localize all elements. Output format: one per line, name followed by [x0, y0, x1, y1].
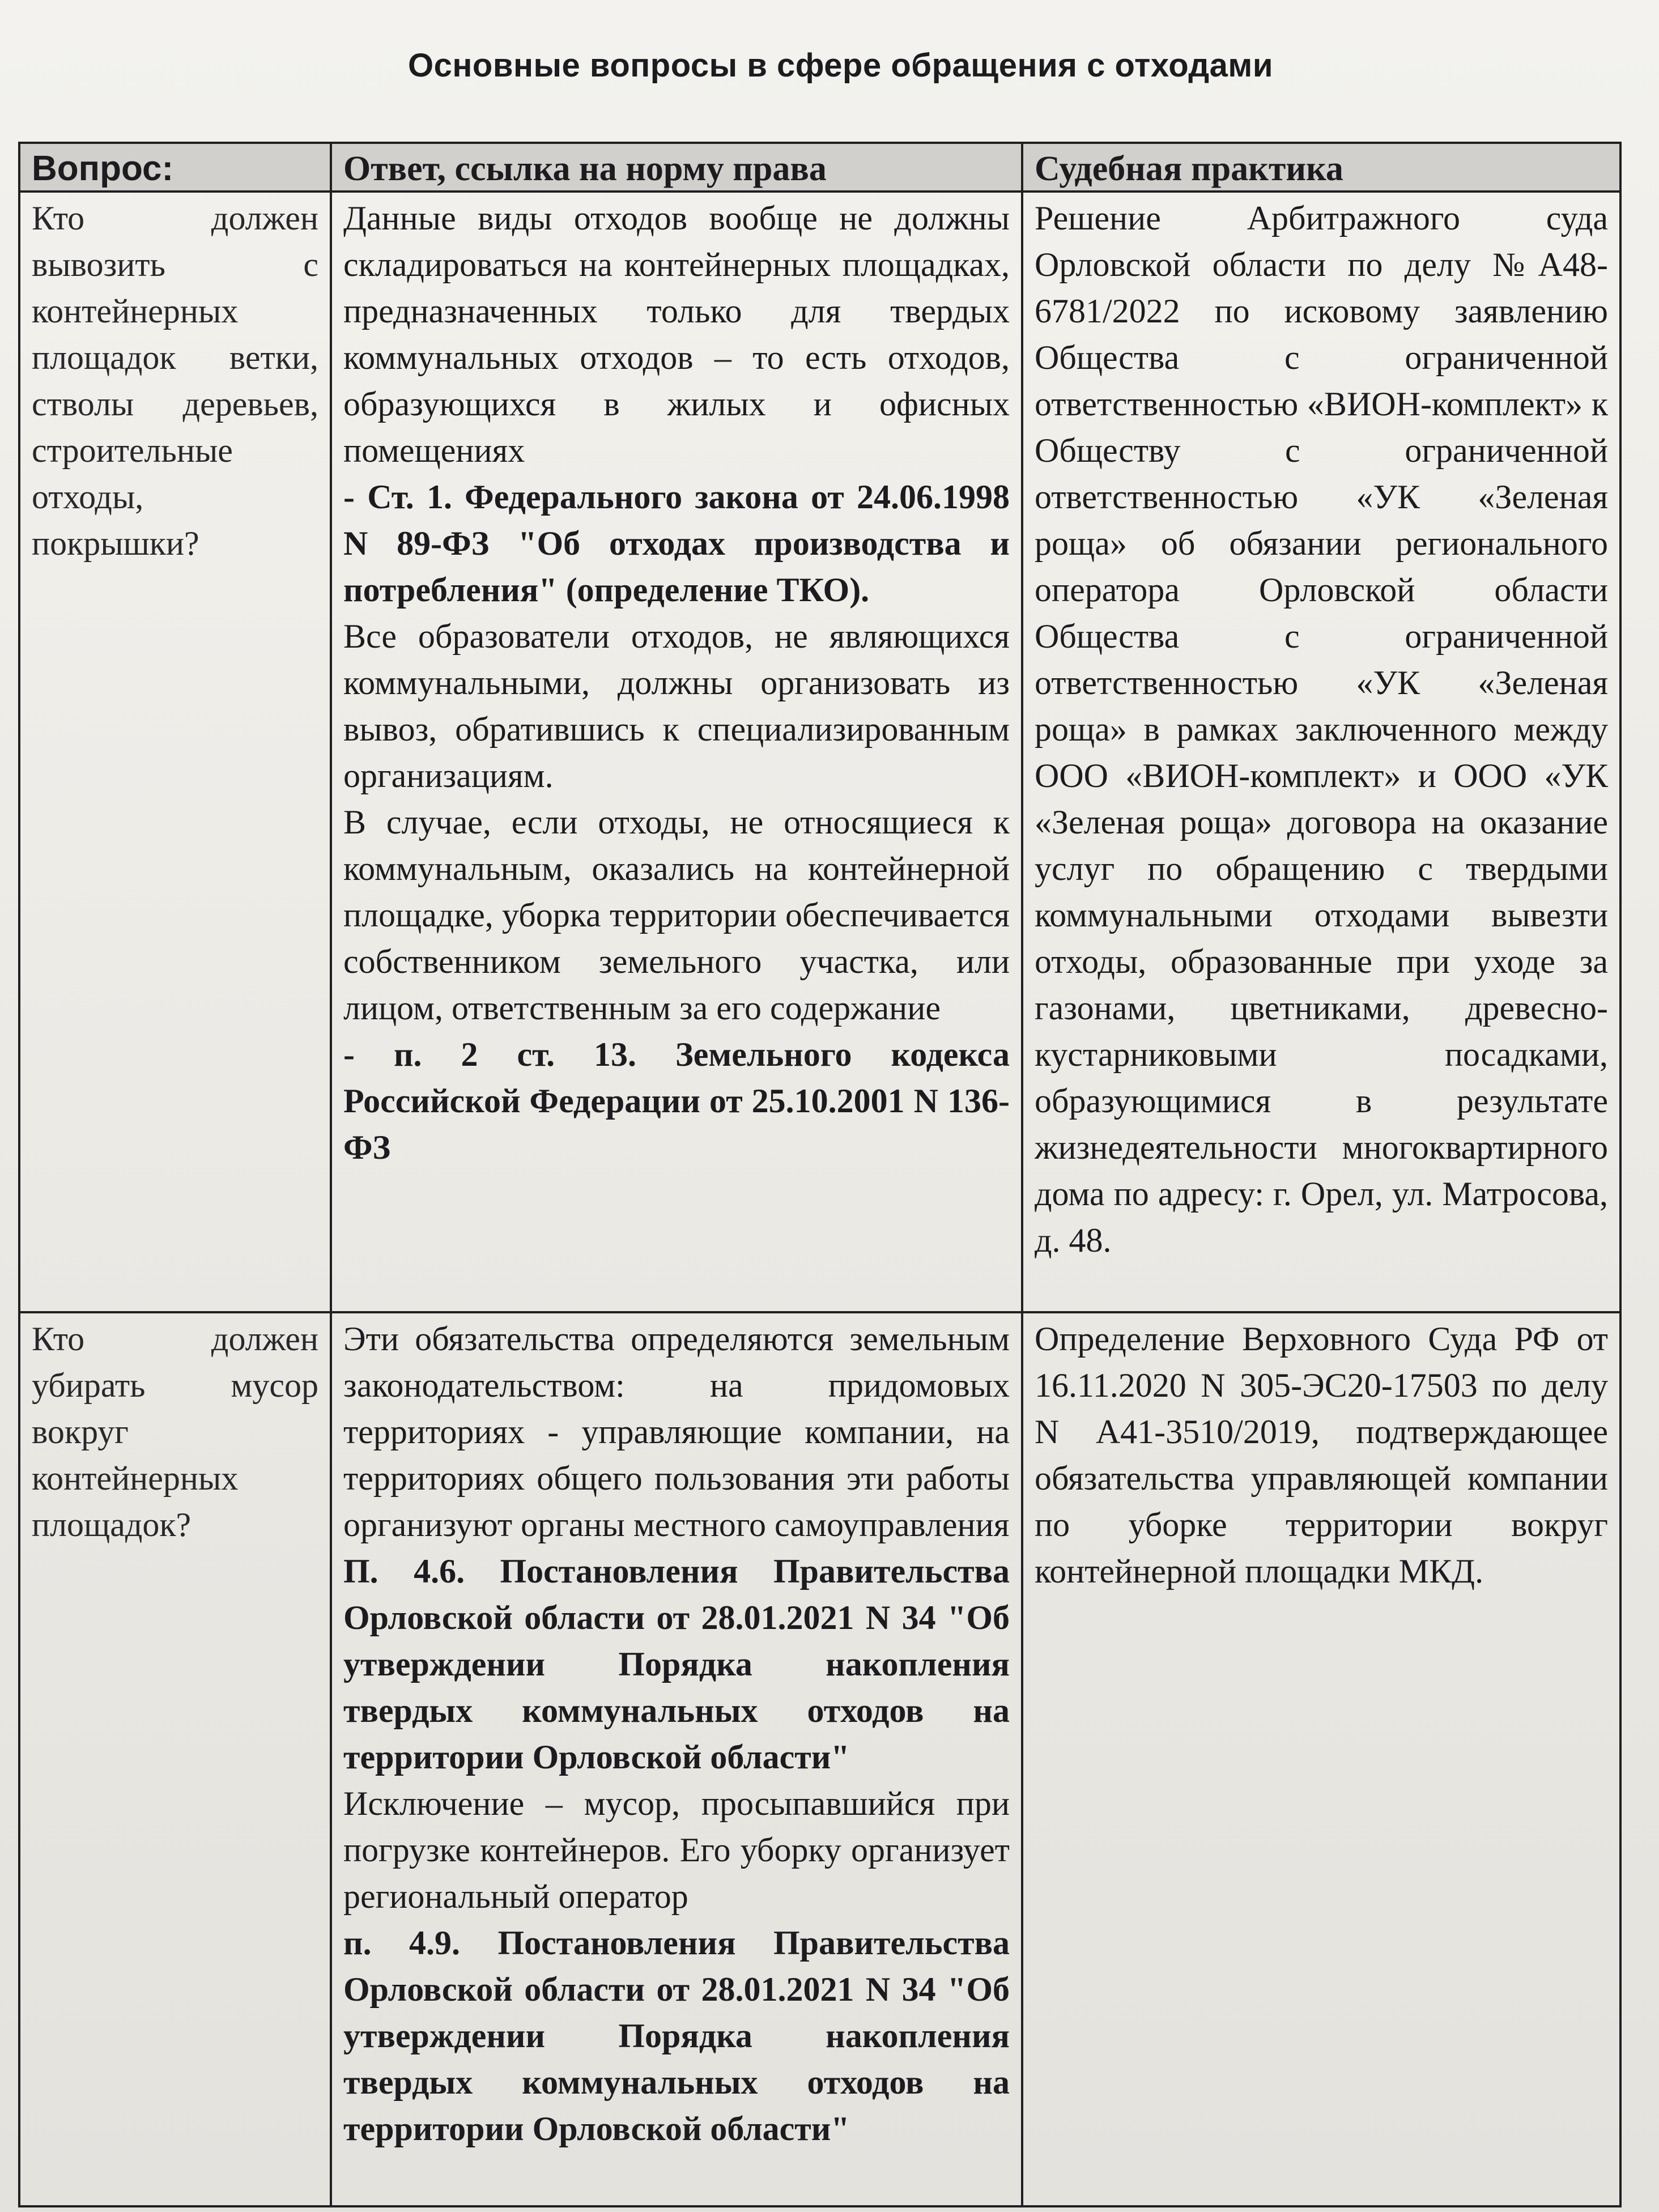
table-header-row — [19, 143, 1620, 192]
answer-cell — [331, 192, 1022, 1312]
document-title: Основные вопросы в сфере обращения с отходами — [408, 47, 1273, 84]
question-cell: Кто должен вывозить с контейнерных площадок ветки, стволы деревьев, строительные отходы, покрышки? — [19, 192, 331, 1312]
legal-reference: П. 4.6. Постановления Правительства Орловской области от 28.01.2021 N 34 "Об утверждении Порядка накопления твердых коммунальных отходов на территории Орловской области" — [343, 1552, 1010, 1776]
answer-text: В случае, если отходы, не относящиеся к коммунальным, оказались на контейнерной площадке, уборка территории обеспечивается собственником земельного участка, или лицом, ответственным за его содержание — [343, 803, 1010, 1027]
court-practice-cell — [1022, 192, 1620, 1312]
waste-questions-table — [18, 142, 1622, 2207]
answer-text: Исключение – мусор, просыпавшийся при погрузке контейнеров. Его уборку организует региональный оператор — [343, 1785, 1010, 1915]
court-practice-text: Определение Верховного Суда РФ от 16.11.2020 N 305-ЭС20-17503 по делу N А41-3510/2019, подтверждающее обязательства управляющей компании по уборке территории вокруг контейнерной площадки МКД. — [1035, 1320, 1608, 1590]
court-practice-cell — [1022, 1312, 1620, 2206]
table-row — [19, 1312, 1620, 2206]
answer-text: Эти обязательства определяются земельным законодательством: на придомовых территориях - управляющие компании, на территориях общего пользования эти работы организуют органы местного самоуправления — [343, 1320, 1010, 1543]
column-header-answer: Ответ, ссылка на норму права — [331, 143, 1022, 192]
court-practice-text: Решение Арбитражного суда Орловской области по делу №А48-6781/2022 по исковому заявлению Общества с ограниченной ответственностью «ВИОН-комплект» к Обществу с ограниченной ответственностью «УК «Зеленая роща» об обязании регионального оператора Орловской области Общества с ограниченной ответственностью «УК «Зеленая роща» в рамках заключенного между ООО «ВИОН-комплект» и ООО «УК «Зеленая роща» договора на оказание услуг по обращению с твердыми коммунальными отходами вывезти отходы, образованные при уходе за газонами, цветниками, древесно-кустарниковыми посадками, образующимися в результате жизнедеятельности многоквартирного дома по адресу: г. Орел, ул. Матросова, д. 48. — [1035, 199, 1608, 1259]
legal-reference: п. 4.9. Постановления Правительства Орловской области от 28.01.2021 N 34 "Об утверждении Порядка накопления твердых коммунальных отходов на территории Орловской области" — [343, 1924, 1010, 2147]
answer-cell — [331, 1312, 1022, 2206]
legal-reference: - п. 2 ст. 13. Земельного кодекса Российской Федерации от 25.10.2001 N 136-ФЗ — [343, 1036, 1010, 1166]
question-cell: Кто должен убирать мусор вокруг контейнерных площадок? — [19, 1312, 331, 2206]
column-header-question: Вопрос: — [19, 143, 331, 192]
answer-text: Все образователи отходов, не являющихся коммунальными, должны организовать из вывоз, обратившись к специализированным организациям. — [343, 618, 1010, 794]
column-header-practice: Судебная практика — [1022, 143, 1620, 192]
answer-text: Данные виды отходов вообще не должны складироваться на контейнерных площадках, предназначенных только для твердых коммунальных отходов – то есть отходов, образующихся в жилых и офисных помещениях — [343, 199, 1010, 469]
table-row — [19, 192, 1620, 1312]
legal-reference: - Ст. 1. Федерального закона от 24.06.1998 N 89-ФЗ "Об отходах производства и потребления" (определение ТКО). — [343, 478, 1010, 609]
